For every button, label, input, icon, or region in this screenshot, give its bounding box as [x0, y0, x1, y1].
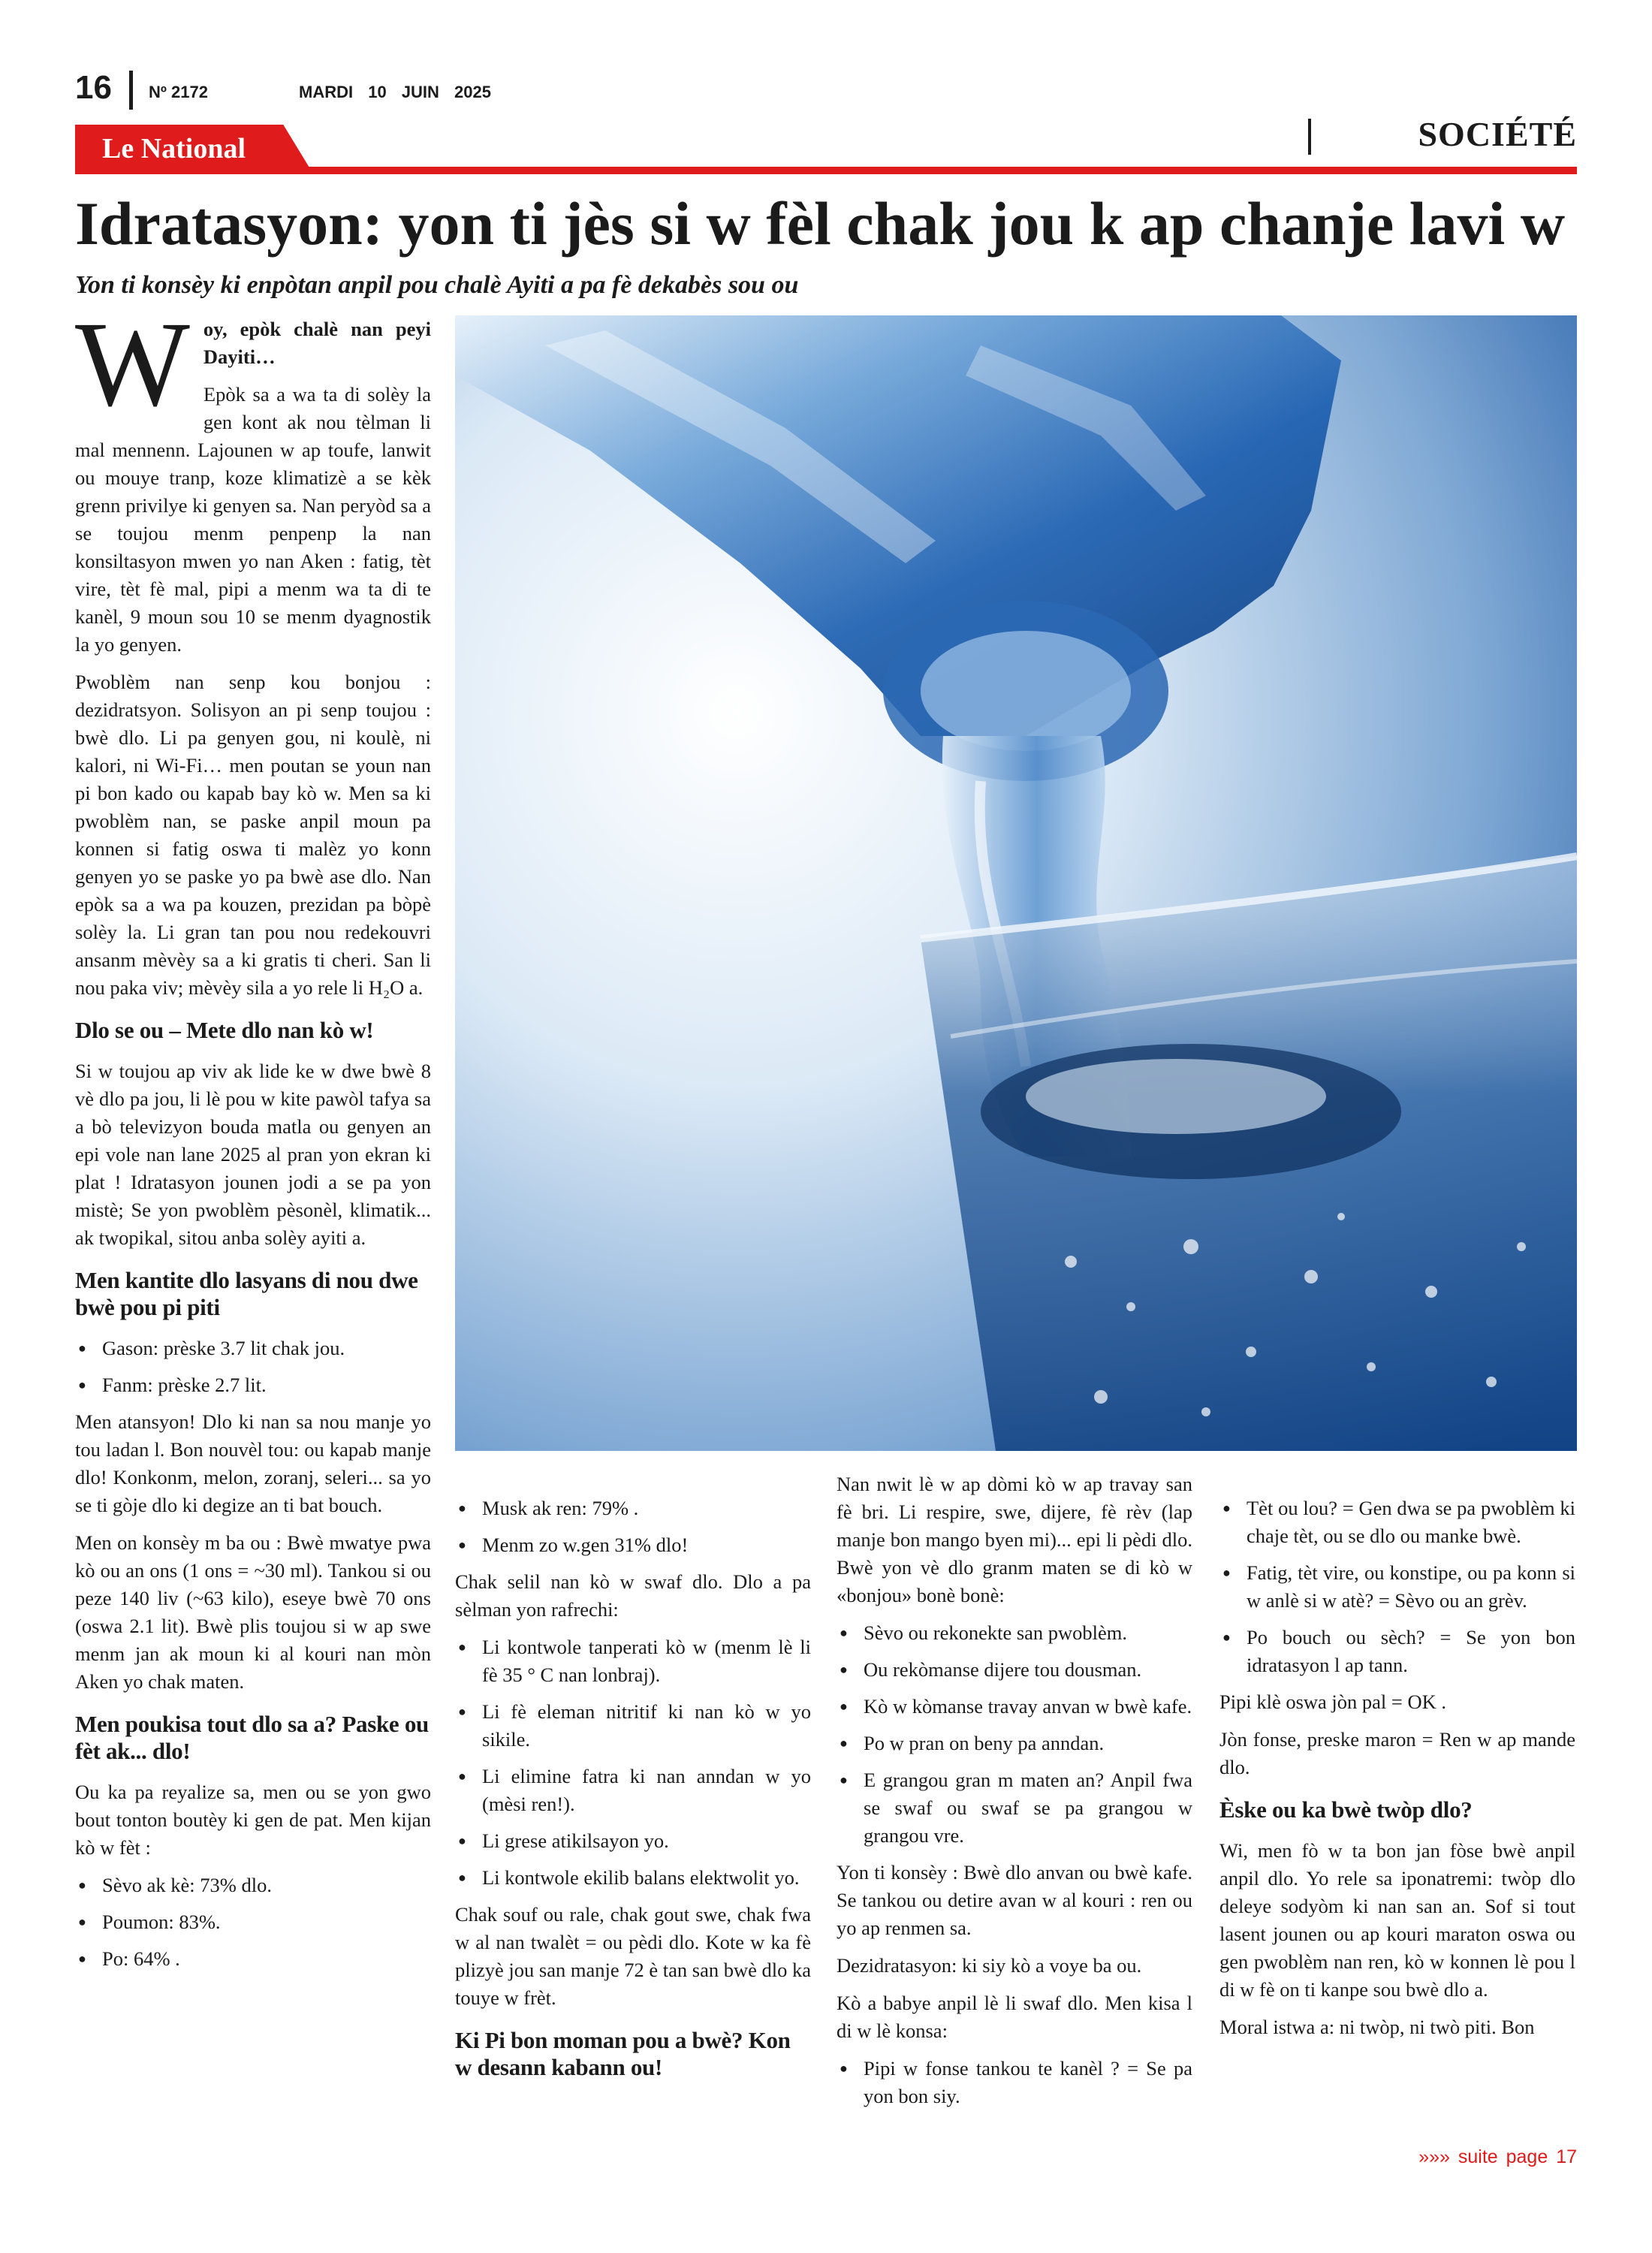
list-item: ● Fanm: prèske 2.7 lit. — [75, 1371, 431, 1399]
article-column-4 — [1219, 1494, 1575, 2051]
bullet-list — [837, 1619, 1192, 1850]
list-item: ● Li kontwole tanperati kò w (menm lè li fè 35 ° C nan lonbraj). — [455, 1633, 811, 1689]
paragraph: Epòk sa a wa ta di solèy la gen kont ak nou tèlman li mal mennenn. Lajounen w ap toufe, lanwit ou mouye tranp, koze klimatizè a se kèk grenn privilye ki genyen sa. Nan peryòd sa a se toujou menm penpenp la nan konsiltasyon mwen yo nan Aken : fatig, tèt vire, tèt fè mal, pipi a menm wa ta di te kanèl, 9 moun sou 10 se menm dyagnostik la yo genyen. — [75, 383, 431, 656]
list-item: ● Li elimine fatra ki nan anndan w yo (mèsi ren!). — [455, 1763, 811, 1818]
section-divider — [1308, 119, 1311, 155]
list-item: ● Gason: prèske 3.7 lit chak jou. — [75, 1335, 431, 1362]
list-item: ● Sèvo ak kè: 73% dlo. — [75, 1871, 431, 1899]
issue-number: Nº 2172 — [149, 83, 208, 101]
list-item: ● Li kontwole ekilib balans elektwolit yo. — [455, 1864, 811, 1892]
header-rule — [75, 167, 1577, 174]
paragraph: Dezidratasyon: ki siy kò a voye ba ou. — [837, 1954, 1142, 1977]
article-intro — [75, 297, 431, 432]
list-item: ● Kò w kòmanse travay anvan w bwè kafe. — [837, 1693, 1192, 1721]
list-item: ● Fatig, tèt vire, ou konstipe, ou pa konn si w anlè si w atè? = Sèvo ou an grèv. — [1219, 1559, 1575, 1615]
bullet-list — [455, 1494, 811, 1559]
paragraph: Moral istwa a: ni twòp, ni twò piti. Bon — [1219, 2016, 1535, 2038]
section-heading: Men kantite dlo lasyans di nou dwe bwè pou pi piti — [75, 1267, 418, 1320]
paragraph: Chak souf ou rale, chak gout swe, chak fwa w al nan twalèt = ou pèdi dlo. Kote w ka fè plizyè jou san manje 72 è tan san bwè dlo ka touye w frèt. — [455, 1903, 811, 2009]
bullet-list — [837, 2055, 1192, 2110]
bullet-list — [1219, 1494, 1575, 1679]
list-item: ● Poumon: 83%. — [75, 1908, 431, 1936]
bullet-list — [75, 1335, 431, 1399]
paragraph: Chak selil nan kò w swaf dlo. Dlo a pa sèlman yon rafrechi: — [455, 1570, 811, 1621]
section-heading: Dlo se ou – Mete dlo nan kò w! — [75, 1017, 374, 1043]
section-heading: Èske ou ka bwè twòp dlo? — [1219, 1796, 1473, 1823]
paragraph: Men atansyon! Dlo ki nan sa nou manje yo tou ladan l. Bon nouvèl tou: ou kapab manje dlo! Konkonm, melon, zoranj, seleri... sa yo se ti gòje dlo ki degize an ti bat bouch. — [75, 1410, 431, 1516]
paragraph: Nan nwit lè w ap dòmi kò w ap travay san fè bri. Li respire, swe, dijere, fè rèv (lap manje bon mango byen mi)... epi li pèdi dlo. Bwè yon vè dlo granm maten se di kò w «bonjou» bonè bonè: — [837, 1473, 1192, 1606]
list-item: ● Po: 64% . — [75, 1945, 431, 1973]
bullet-list — [455, 1633, 811, 1892]
paragraph: Ou ka pa reyalize sa, men ou se yon gwo bout tonton boutèy ki gen de pat. Men kijan kò w fèt : — [75, 1781, 431, 1859]
list-item: ● E grangou gran m maten an? Anpil fwa se swaf ou swaf se pa grangou w grangou vre. — [837, 1766, 1192, 1850]
list-item: ● Menm zo w.gen 31% dlo! — [455, 1531, 811, 1559]
list-item: ● Po w pran on beny pa anndan. — [837, 1730, 1192, 1757]
list-item: ● Sèvo ou rekonekte san pwoblèm. — [837, 1619, 1192, 1647]
article-headline: Idratasyon: yon ti jès si w fèl chak jou k ap chanje lavi w — [75, 189, 1566, 258]
list-item: ● Tèt ou lou? = Gen dwa se pa pwoblèm ki chaje tèt, ou se dlo ou manke bwè. — [1219, 1494, 1575, 1550]
article-subheadline: Yon ti konsèy ki enpòtan anpil pou chalè Ayiti a pa fè dekabès sou ou — [75, 271, 799, 299]
list-item: ● Li grese atikilsayon yo. — [455, 1827, 811, 1855]
paragraph: Si w toujou ap viv ak lide ke w dwe bwè 8 vè dlo pa jou, li lè pou w kite pawòl tafya sa a bò televizyon bouda matla ou genyen an epi vole nan lane 2025 al pran yon ekran ki plat ! Idratasyon jounen jodi a se pa yon mistè; Se yon pwoblèm pèsonèl, klimatik... ak twopikal, sitou anba solèy ayiti a. — [75, 1060, 431, 1249]
page-number: 16 — [75, 69, 112, 106]
section-heading: Men poukisa tout dlo sa a? Paske ou fèt ak... dlo! — [75, 1711, 429, 1764]
publication-tag: Le National — [102, 133, 246, 164]
article-column-2 — [455, 1494, 811, 2095]
article-column-3 — [837, 1470, 1192, 2119]
section-heading: Ki Pi bon moman pou a bwè? Kon w desann kabann ou! — [455, 2027, 791, 2080]
water-pouring-into-glass-photo — [455, 315, 1577, 1451]
list-item: ● Ou rekòmanse dijere tou dousman. — [837, 1656, 1192, 1684]
paragraph: Yon ti konsèy : Bwè dlo anvan ou bwè kafe. Se tankou ou detire avan w al kouri : ren ou yo ap renmen sa. — [837, 1861, 1192, 1939]
section-title: SOCIÉTÉ — [1418, 115, 1577, 153]
paragraph: Kò a babye anpil lè li swaf dlo. Men kisa l di w lè konsa: — [837, 1992, 1192, 2042]
article-column-1 — [75, 297, 431, 1982]
paragraph: Wi, men fò w ta bon jan fòse bwè anpil anpil dlo. Yo rele sa iponatremi: twòp dlo deleye sodyòm ki nan san an. Sof si tout lasent jounen ou ap kouri maraton oswa ou gen pwoblèm nan ren, kò w konnen lè pou l di w fè on ti kanpe sou bwè dlo a. — [1219, 1839, 1575, 2001]
drop-cap: W — [75, 297, 190, 432]
bullet-list — [75, 1871, 431, 1973]
issue-date: MARDI 10 JUIN 2025 — [299, 83, 491, 101]
list-item: ● Pipi w fonse tankou te kanèl ? = Se pa yon bon siy. — [837, 2055, 1192, 2110]
lead-text: oy, epòk chalè nan peyi Dayiti… — [203, 318, 431, 368]
paragraph: Men on konsèy m ba ou : Bwè mwatye pwa kò ou an ons (1 ons = ~30 ml). Tankou si ou peze 140 liv (~63 kilo), eseye bwè 70 ons (oswa 2.1 lit). Bwè plis toujou si w ap swe menm jan ak moun ki al kouri nan mòn Aken yo chak maten. — [75, 1531, 431, 1693]
paragraph: Jòn fonse, preske maron = Ren w ap mande dlo. — [1219, 1728, 1575, 1778]
continued-on-link[interactable]: »»» suite page 17 — [1418, 2146, 1577, 2167]
page-number-divider — [129, 71, 133, 110]
list-item: ● Musk ak ren: 79% . — [455, 1494, 811, 1522]
paragraph: Pwoblèm nan senp kou bonjou : dezidratsyon. Solisyon an pi senp toujou : bwè dlo. Li pa genyen gou, ni koulè, ni kalori, ni Wi-Fi… men poutan se youn nan pi bon kado ou kapab bay kò w. Men sa ki pwoblèm nan, se paske anpil moun pa konnen si fatig oswa ti malèz yo konn genyen yo se paske yo pa bwè ase dlo. Nan epòk sa a wa pa kouzen, prezidan pa bòpè solèy la. Li gran tan pou nou redekouvri ansanm mèvèy sa a ki gratis ti cheri. San li nou paka viv; mèvèy sila a yo rele li H₂O a. — [75, 671, 431, 999]
list-item: ● Li fè eleman nitritif ki nan kò w yo sikile. — [455, 1698, 811, 1754]
paragraph: Pipi klè oswa jòn pal = OK . — [1219, 1691, 1447, 1713]
list-item: ● Po bouch ou sèch? = Se yon bon idratasyon l ap tann. — [1219, 1624, 1575, 1679]
